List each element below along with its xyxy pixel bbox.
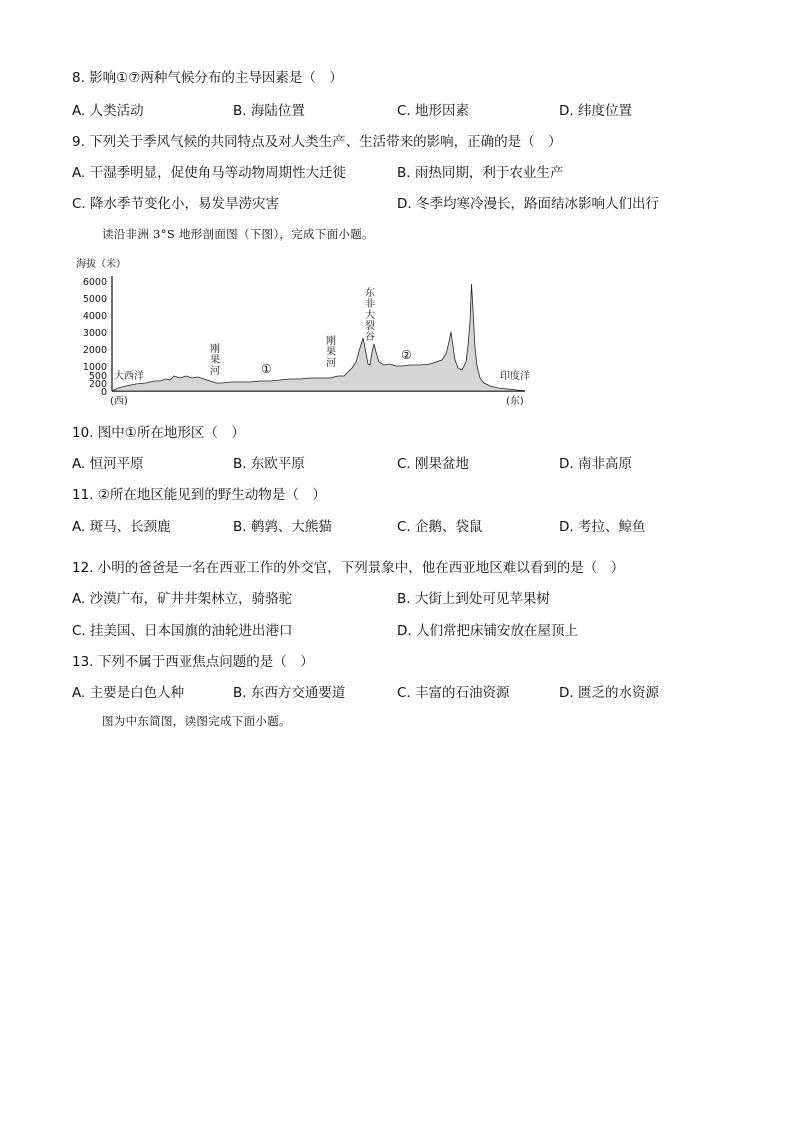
question-11-option-b[interactable]: B. 鹌鹑、大熊猫 — [233, 519, 332, 535]
y-tick-2000: 2000 — [82, 345, 107, 356]
label-atlantic: 大西洋 — [114, 371, 144, 382]
svg-text:河: 河 — [210, 366, 220, 377]
question-11-option-c[interactable]: C. 企鹅、袋鼠 — [397, 519, 483, 535]
label-marker-1: ① — [261, 362, 272, 376]
question-12-option-d[interactable]: D. 人们常把床铺安放在屋顶上 — [397, 623, 578, 639]
svg-text:东: 东 — [365, 288, 375, 299]
question-9-option-b[interactable]: B. 雨热同期，利于农业生产 — [397, 165, 564, 181]
question-12-option-c[interactable]: C. 挂美国、日本国旗的油轮进出港口 — [72, 623, 293, 639]
svg-text:河: 河 — [326, 358, 336, 369]
question-13-option-d[interactable]: D. 匮乏的水资源 — [559, 685, 659, 701]
label-indian-ocean: 印度洋 — [500, 371, 530, 382]
question-9-stem: 9. 下列关于季风气候的共同特点及对人类生产、生活带来的影响，正确的是（ ） — [72, 134, 562, 150]
y-tick-500: 500 — [88, 371, 107, 382]
svg-text:大: 大 — [365, 310, 375, 321]
question-13-stem: 13. 下列不属于西亚焦点问题的是（ ） — [72, 654, 314, 670]
question-10-option-c[interactable]: C. 刚果盆地 — [397, 456, 470, 472]
question-10-option-a[interactable]: A. 恒河平原 — [72, 456, 144, 472]
y-tick-6000: 6000 — [82, 277, 107, 288]
y-tick-200: 200 — [88, 379, 107, 390]
y-tick-0: 0 — [100, 387, 107, 398]
svg-text:谷: 谷 — [365, 332, 375, 343]
question-8-stem: 8. 影响①⑦两种气候分布的主导因素是（ ） — [72, 70, 343, 86]
middle-east-intro-text: 图为中东简图，读图完成下面小题。 — [102, 714, 291, 728]
question-13-option-c[interactable]: C. 丰富的石油资源 — [397, 685, 510, 701]
label-west: (西) — [110, 396, 128, 407]
question-12-stem: 12. 小明的爸爸是一名在西亚工作的外交官，下列景象中，他在西亚地区难以看到的是（ ） — [72, 560, 625, 576]
svg-text:裂: 裂 — [365, 321, 375, 332]
profile-intro-text: 读沿非洲 3°S 地形剖面图（下图），完成下面小题。 — [102, 227, 374, 241]
question-10-option-d[interactable]: D. 南非高原 — [559, 456, 632, 472]
question-12-option-b[interactable]: B. 大街上到处可见苹果树 — [397, 591, 550, 607]
question-9-option-c[interactable]: C. 降水季节变化小，易发旱涝灾害 — [72, 196, 280, 212]
question-10-option-b[interactable]: B. 东欧平原 — [233, 456, 305, 472]
svg-text:果: 果 — [210, 355, 220, 366]
question-13-option-a[interactable]: A. 主要是白色人种 — [72, 685, 185, 701]
svg-text:刚: 刚 — [210, 344, 220, 355]
question-8-option-d[interactable]: D. 纬度位置 — [559, 103, 632, 119]
terrain-profile-area — [112, 284, 525, 391]
label-congo-river-1 — [210, 342, 220, 377]
profile-y-ticks — [83, 277, 107, 398]
question-11-option-a[interactable]: A. 斑马、长颈鹿 — [72, 519, 171, 535]
svg-text:果: 果 — [326, 347, 336, 358]
terrain-profile-figure — [70, 252, 540, 412]
y-tick-3000: 3000 — [82, 328, 107, 339]
svg-text:非: 非 — [365, 299, 375, 310]
label-east: (东) — [506, 396, 524, 407]
question-9-option-a[interactable]: A. 干湿季明显，促使角马等动物周期性大迁徙 — [72, 165, 347, 181]
question-13-option-b[interactable]: B. 东西方交通要道 — [233, 685, 346, 701]
question-8-option-c[interactable]: C. 地形因素 — [397, 103, 470, 119]
label-east-african-rift — [365, 286, 375, 343]
label-marker-2: ② — [401, 348, 412, 362]
question-11-stem: 11. ②所在地区能见到的野生动物是（ ） — [72, 487, 326, 503]
svg-text:刚: 刚 — [326, 336, 336, 347]
y-tick-1000: 1000 — [82, 362, 107, 373]
question-8-option-b[interactable]: B. 海陆位置 — [233, 103, 305, 119]
y-tick-4000: 4000 — [82, 311, 107, 322]
profile-y-axis-title: 海拔（米） — [76, 259, 126, 270]
label-congo-river-2 — [326, 334, 336, 369]
question-8-option-a[interactable]: A. 人类活动 — [72, 103, 144, 119]
question-9-option-d[interactable]: D. 冬季均寒冷漫长，路面结冰影响人们出行 — [397, 196, 659, 212]
question-10-stem: 10. 图中①所在地形区（ ） — [72, 425, 245, 441]
question-12-option-a[interactable]: A. 沙漠广布，矿井井架林立，骑骆驼 — [72, 591, 293, 607]
y-tick-5000: 5000 — [82, 294, 107, 305]
question-11-option-d[interactable]: D. 考拉、鲸鱼 — [559, 519, 646, 535]
